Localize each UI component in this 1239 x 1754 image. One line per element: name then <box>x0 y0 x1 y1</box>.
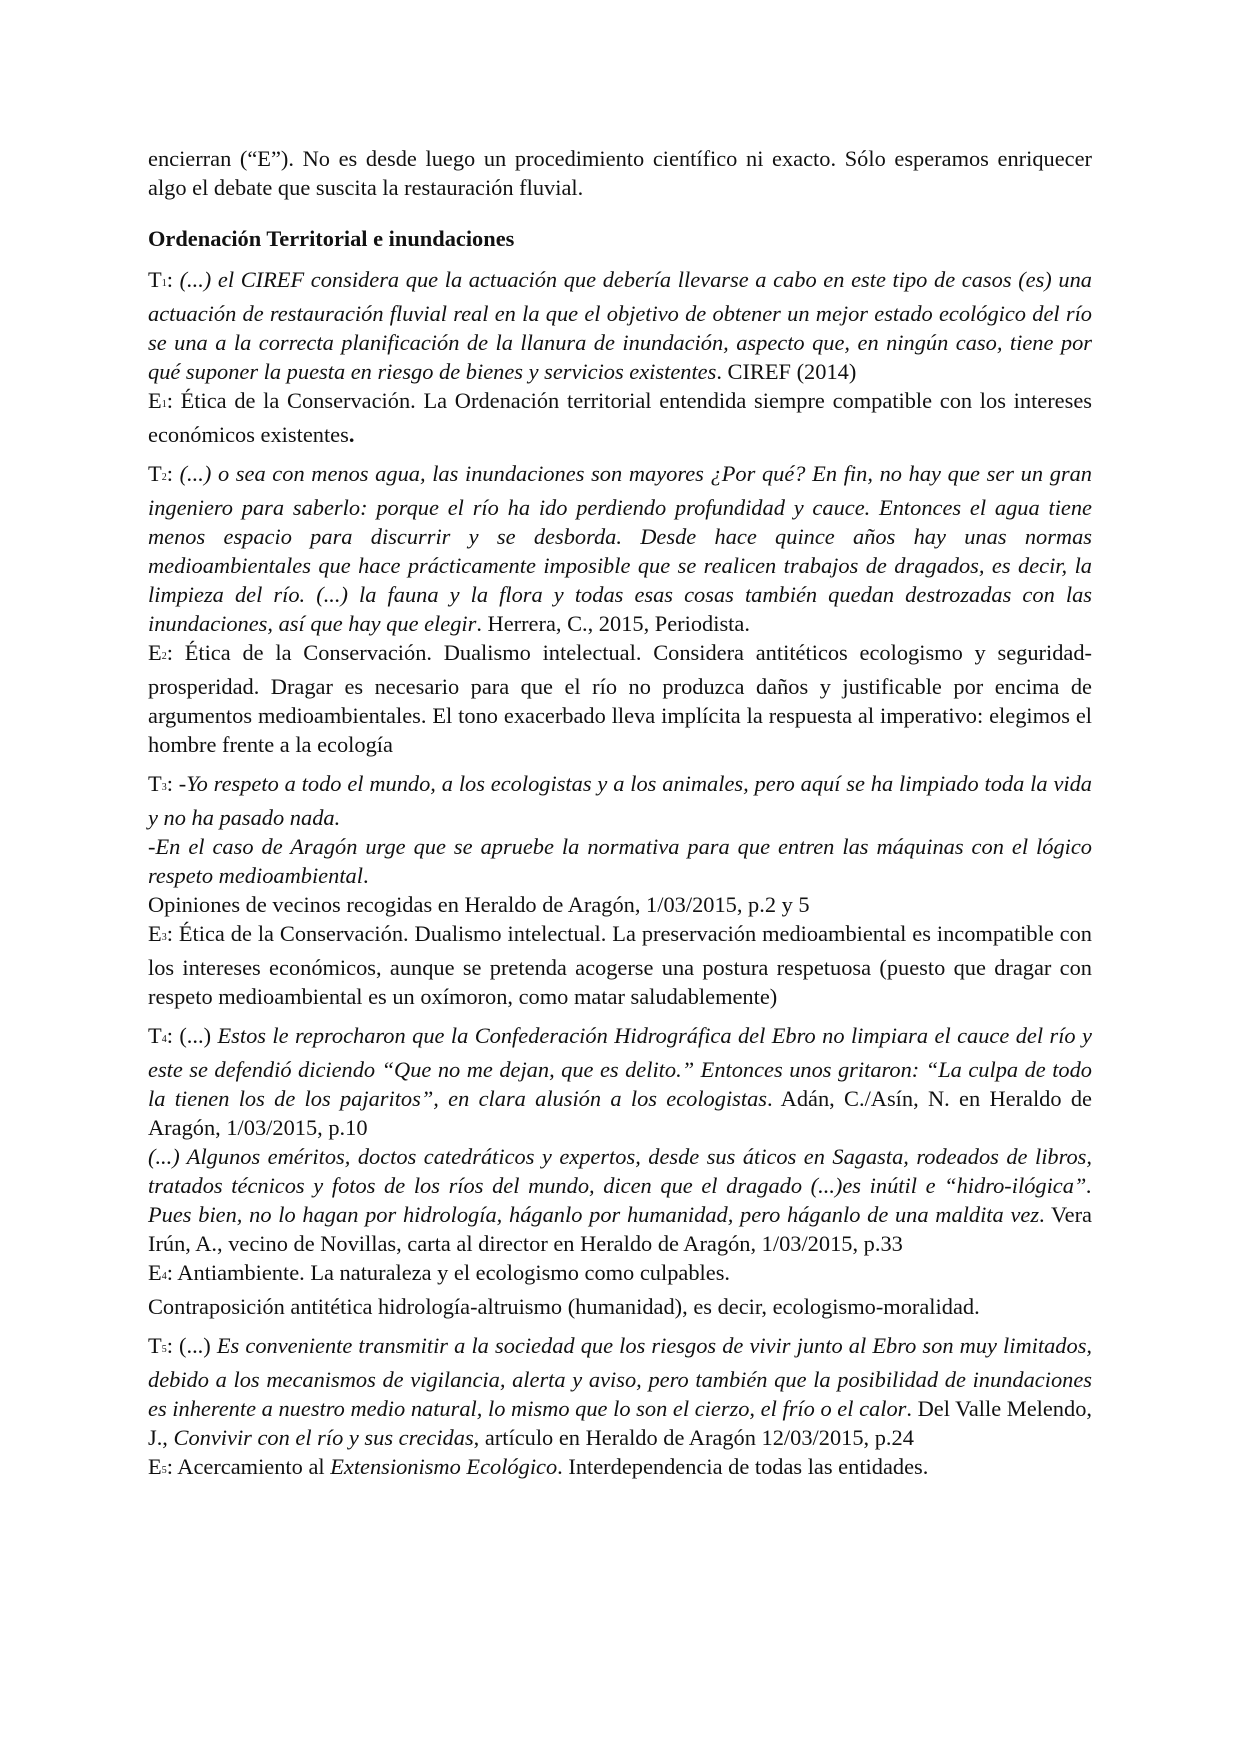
e2-text: Ética de la Conservación. Dualismo intelectual. Considera antitéticos ecologismo y seguridad- prosperidad. Dragar es necesario para que el río no produzca daños y justificable por encima de argumentos medioambientales. El tono exacerbado lleva implícita la respuesta al imperativo: elegimos el hombre frente a la ecología <box>148 640 1092 757</box>
t3-label: $T_3$ <box>148 771 167 796</box>
t3-quote-1: -Yo respeto a todo el mundo, a los ecologistas y a los animales, pero aquí se ha limpiado toda la vida y no ha pasado nada. <box>148 771 1092 830</box>
t3-quote-2: -En el caso de Aragón urge que se apruebe la normativa para que entren las máquinas con el lógico respeto medioambiental <box>148 834 1092 888</box>
t2-quote: (...) o sea con menos agua, las inundaciones son mayores ¿Por qué? En fin, no hay que ser un gran ingeniero para saberlo: porque el río ha ido perdiendo profundidad y cauce. Entonces el agua tiene menos espacio para discurrir y se desborda. Desde hace quince años hay unas normas medioambientales que hace prácticamente imposible que se realicen trabajos de dragados, es decir, la limpieza del río. (...) la fauna y la flora y todas esas cosas también quedan destrozadas con las inundaciones, así que hay que elegir <box>148 461 1092 636</box>
section-heading: Ordenación Territorial e inundaciones <box>148 226 515 251</box>
text-e4: $E_4$: Antiambiente. La naturaleza y el ecologismo como culpables. <box>148 1260 731 1285</box>
e4-text: Antiambiente. La naturaleza y el ecologismo como culpables. <box>177 1260 731 1285</box>
t1-quote: (...) el CIREF considera que la actuación que debería llevarse a cabo en este tipo de casos (es) una actuación de restauración fluvial real en la que el objetivo de obtener un mejor estado ecológico del río se una a la correcta planificación de la llanura de inundación, aspecto que, en ningún caso, tiene por qué suponer la puesta en riesgo de bienes y servicios existentes <box>148 267 1092 384</box>
intro-paragraph: encierran (“E”). No es desde luego un procedimiento científico ni exacto. Sólo esperamos enriquecer algo el debate que suscita la restauración fluvial. <box>148 146 1092 200</box>
t5-label: $T_5$ <box>148 1333 167 1358</box>
text-t4-b <box>148 1142 1092 1258</box>
t2-source: . Herrera, C., 2015, Periodista. <box>476 611 750 636</box>
t1-label: $T_1$ <box>148 267 167 292</box>
e3-text: Ética de la Conservación. Dualismo intelectual. La preservación medioambiental es incompatible con los intereses económicos, aunque se pretenda acogerse una postura respetuosa (puesto que dragar con respeto medioambiental es un oxímoron, como matar saludablemente) <box>148 921 1093 1009</box>
t4-quote-1: Estos le reprocharon que la Confederación Hidrográfica del Ebro no limpiara el cauce del río y este se defendió diciendo “Que no me dejan, que es delito.” Entonces unos gritaron: “La culpa de todo la tienen los de los pajaritos”, en clara alusión a los ecologistas <box>148 1023 1092 1111</box>
text-t5: $T_5$: (...) Es conveniente transmitir a la sociedad que los riesgos de vivir junto al Ebro son muy limitados, debido a los mecanismos de vigilancia, alerta y aviso, pero también que la posibilidad de inundaciones es inherente a nuestro medio natural, lo mismo que lo son el cierzo, el frío o el calor. Del Valle Melendo, J., Convivir con el río y sus crecidas, artículo en Heraldo de Aragón 12/03/2015, p.24 <box>148 1333 1093 1450</box>
text-t3: $T_3$: -Yo respeto a todo el mundo, a los ecologistas y a los animales, pero aquí se ha limpiado toda la vida y no ha pasado nada. <box>148 771 1092 830</box>
text-t4: $T_4$: (...) Estos le reprocharon que la Confederación Hidrográfica del Ebro no limpiara el cauce del río y este se defendió diciendo “Que no me dejan, que es delito.” Entonces unos gritaron: “La culpa de todo la tienen los de los pajaritos”, en clara alusión a los ecologistas. Adán, C./Asín, N. en Heraldo de Aragón, 1/03/2015, p.10 <box>148 1023 1092 1140</box>
t1-source: . CIREF (2014) <box>716 359 857 384</box>
e4-text-2: Contraposición antitética hidrología-altruismo (humanidad), es decir, ecologismo-moralidad. <box>148 1294 980 1319</box>
text-e3: $E_3$: Ética de la Conservación. Dualismo intelectual. La preservación medioambiental es incompatible con los intereses económicos, aunque se pretenda acogerse una postura respetuosa (puesto que dragar con respeto medioambiental es un oxímoron, como matar saludablemente) <box>148 921 1093 1009</box>
e4-label: $E_4$ <box>148 1260 167 1285</box>
t4-quote-2: (...) Algunos eméritos, doctos catedráticos y expertos, desde sus áticos en Sagasta, rodeados de libros, tratados técnicos y fotos de los ríos del mundo, dicen que el dragado (...)es inútil e “hidro-ilógica”. Pues bien, no lo hagan por hidrología, háganlo por humanidad, pero háganlo de una maldita vez <box>148 1144 1092 1227</box>
e1-label: $E_1$ <box>148 388 167 413</box>
t3-source: Opiniones de vecinos recogidas en Heraldo de Aragón, 1/03/2015, p.2 y 5 <box>148 892 810 917</box>
t2-label: $T_2$ <box>148 461 167 486</box>
text-t3-b: -En el caso de Aragón urge que se apruebe la normativa para que entren las máquinas con el lógico respeto medioambiental. <box>148 834 1092 888</box>
text-t2: $T_2$: (...) o sea con menos agua, las inundaciones son mayores ¿Por qué? En fin, no hay que ser un gran ingeniero para saberlo: porque el río ha ido perdiendo profundidad y cauce. Entonces el agua tiene menos espacio para discurrir y se desborda. Desde hace quince años hay unas normas medioambientales que hace prácticamente imposible que se realicen trabajos de dragados, es decir, la limpieza del río. (...) la fauna y la flora y todas esas cosas también quedan destrozadas con las inundaciones, así que hay que elegir. Herrera, C., 2015, Periodista. <box>148 461 1092 636</box>
e5-emphasis: Extensionismo Ecológico <box>330 1454 558 1479</box>
e1-text: Ética de la Conservación. La Ordenación territorial entendida siempre compatible con los intereses económicos existentes <box>148 388 1092 447</box>
text-t1: $T_1$: (...) el CIREF considera que la actuación que debería llevarse a cabo en este tipo de casos (es) una actuación de restauración fluvial real en la que el objetivo de obtener un mejor estado ecológico del río se una a la correcta planificación de la llanura de inundación, aspecto que, en ningún caso, tiene por qué suponer la puesta en riesgo de bienes y servicios existentes. CIREF (2014) <box>148 267 1092 384</box>
document-page <box>148 144 1092 1486</box>
t4-source-1: . Adán, C./Asín, N. en Heraldo de Aragón, 1/03/2015, p.10 <box>148 1086 1092 1140</box>
text-e1: $E_1$: Ética de la Conservación. La Ordenación territorial entendida siempre compatible con los intereses económicos existentes. <box>148 388 1092 447</box>
t5-quote: Es conveniente transmitir a la sociedad que los riesgos de vivir junto al Ebro son muy limitados, debido a los mecanismos de vigilancia, alerta y aviso, pero también que la posibilidad de inundaciones es inherente a nuestro medio natural, lo mismo que lo son el cierzo, el frío o el calor <box>148 1333 1093 1421</box>
t5-source-title: Convivir con el río y sus crecidas <box>173 1425 474 1450</box>
text-e2: $E_2$: Ética de la Conservación. Dualismo intelectual. Considera antitéticos ecologismo y seguridad- prosperidad. Dragar es necesario para que el río no produzca daños y justificable por encima de argumentos medioambientales. El tono exacerbado lleva implícita la respuesta al imperativo: elegimos el hombre frente a la ecología <box>148 640 1092 757</box>
text-e5: $E_5$: Acercamiento al Extensionismo Ecológico. Interdependencia de todas las entidades. <box>148 1454 929 1479</box>
t4-source-2: . Vera Irún, A., vecino de Novillas, carta al director en Heraldo de Aragón, 1/03/2015, p.33 <box>148 1202 1092 1256</box>
e3-label: $E_3$ <box>148 921 167 946</box>
e2-label: $E_2$ <box>148 640 167 665</box>
e5-label: $E_5$ <box>148 1454 167 1479</box>
t4-label: $T_4$ <box>148 1023 167 1048</box>
